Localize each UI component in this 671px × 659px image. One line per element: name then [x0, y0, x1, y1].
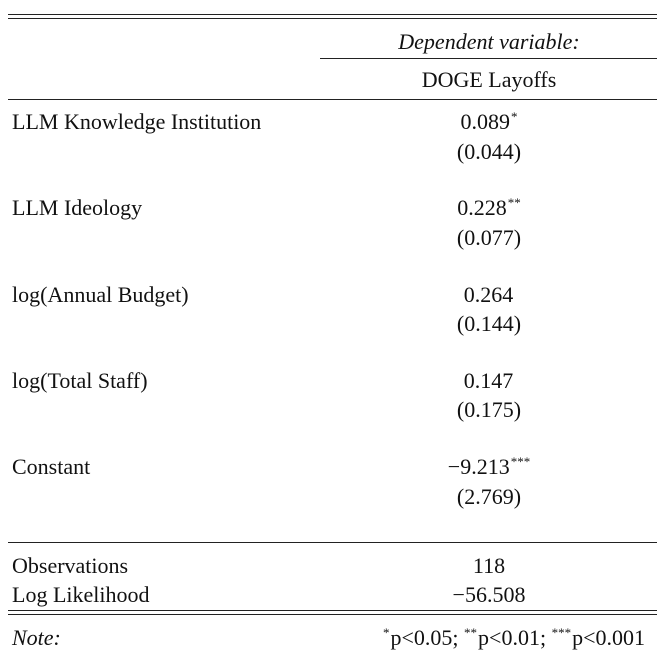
stat-value-observations: 118 — [472, 553, 506, 578]
stat-label-log-likelihood: Log Likelihood — [12, 582, 150, 607]
significance-note: *p<0.05; **p<0.01; ***p<0.001 — [383, 625, 645, 650]
coef-ideology: 0.228** — [457, 195, 521, 220]
coef-knowledge-institution: 0.089* — [460, 109, 518, 134]
dependent-variable-label: Dependent variable: — [398, 29, 580, 54]
se-total-staff: (0.175) — [456, 397, 522, 422]
se-annual-budget: (0.144) — [456, 311, 522, 336]
se-ideology: (0.077) — [456, 225, 522, 250]
row-label-constant: Constant — [12, 454, 91, 479]
dependent-variable-name: DOGE Layoffs — [421, 67, 557, 92]
note-label: Note: — [12, 625, 61, 650]
se-constant: (2.769) — [456, 484, 522, 509]
row-label-total-staff: log(Total Staff) — [12, 368, 148, 393]
stats-rule — [8, 542, 657, 543]
row-label-annual-budget: log(Annual Budget) — [12, 282, 189, 307]
bottom-rule-2 — [8, 614, 657, 615]
stat-label-observations: Observations — [12, 553, 129, 578]
row-label-knowledge-institution: LLM Knowledge Institution — [12, 109, 262, 134]
coef-annual-budget: 0.264 — [463, 282, 514, 307]
top-rule-1 — [8, 14, 657, 15]
coef-total-staff: 0.147 — [463, 368, 514, 393]
top-rule-2 — [8, 18, 657, 19]
header-subrule — [320, 58, 657, 59]
coef-constant: −9.213*** — [447, 454, 531, 479]
row-label-ideology: LLM Ideology — [12, 195, 143, 220]
header-bottom-rule — [8, 99, 657, 100]
se-knowledge-institution: (0.044) — [456, 139, 522, 164]
bottom-rule-1 — [8, 610, 657, 611]
stat-value-log-likelihood: −56.508 — [452, 582, 526, 607]
